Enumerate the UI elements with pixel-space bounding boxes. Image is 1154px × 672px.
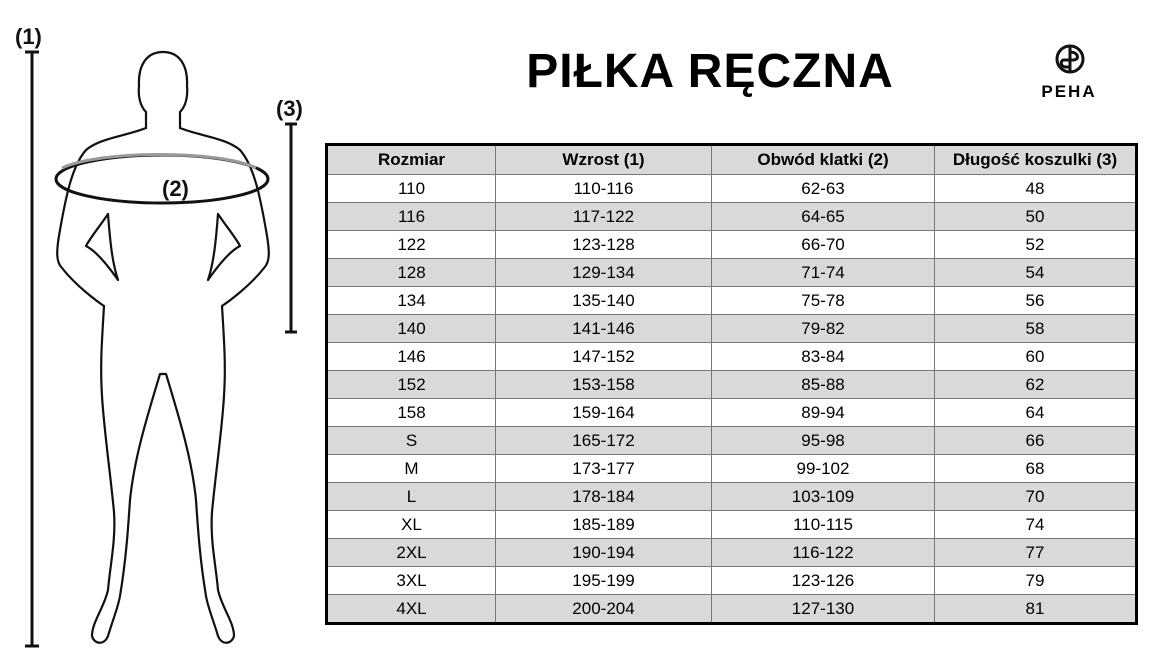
cell-shirt-length: 74: [935, 511, 1137, 539]
cell-height: 110-116: [496, 175, 712, 203]
shirt-length-ruler: [285, 124, 297, 332]
cell-height: 195-199: [496, 567, 712, 595]
cell-shirt-length: 50: [935, 203, 1137, 231]
page-title: PIŁKA RĘCZNA: [526, 45, 894, 98]
cell-chest: 127-130: [712, 595, 935, 624]
header-height: Wzrost (1): [496, 145, 712, 175]
table-header-row: [327, 145, 1137, 175]
cell-size: 140: [327, 315, 496, 343]
peha-logo-icon: [1030, 42, 1110, 82]
cell-height: 135-140: [496, 287, 712, 315]
cell-chest: 79-82: [712, 315, 935, 343]
cell-shirt-length: 60: [935, 343, 1137, 371]
cell-height: 147-152: [496, 343, 712, 371]
table-row: [327, 595, 1137, 624]
cell-shirt-length: 48: [935, 175, 1137, 203]
cell-height: 153-158: [496, 371, 712, 399]
body-measurement-figure: [0, 0, 303, 667]
cell-shirt-length: 68: [935, 455, 1137, 483]
size-chart-table: [325, 143, 1138, 625]
cell-size: 116: [327, 203, 496, 231]
cell-shirt-length: 64: [935, 399, 1137, 427]
logo-wordmark: PEHA: [1041, 82, 1097, 101]
cell-height: 173-177: [496, 455, 712, 483]
cell-shirt-length: 52: [935, 231, 1137, 259]
cell-height: 190-194: [496, 539, 712, 567]
table-row: [327, 455, 1137, 483]
cell-height: 129-134: [496, 259, 712, 287]
cell-shirt-length: 79: [935, 567, 1137, 595]
cell-shirt-length: 81: [935, 595, 1137, 624]
cell-chest: 89-94: [712, 399, 935, 427]
cell-shirt-length: 56: [935, 287, 1137, 315]
table-row: [327, 315, 1137, 343]
cell-chest: 85-88: [712, 371, 935, 399]
cell-size: XL: [327, 511, 496, 539]
table-row: [327, 343, 1137, 371]
cell-height: 178-184: [496, 483, 712, 511]
cell-size: 2XL: [327, 539, 496, 567]
chest-marker-label: (2): [162, 176, 189, 201]
cell-shirt-length: 66: [935, 427, 1137, 455]
shirt-length-marker-label: (3): [276, 96, 303, 121]
cell-chest: 123-126: [712, 567, 935, 595]
table-row: [327, 175, 1137, 203]
cell-size: S: [327, 427, 496, 455]
cell-size: 128: [327, 259, 496, 287]
table-row: [327, 539, 1137, 567]
cell-size: L: [327, 483, 496, 511]
cell-chest: 116-122: [712, 539, 935, 567]
table-row: [327, 371, 1137, 399]
cell-height: 123-128: [496, 231, 712, 259]
brand-logo: [1030, 42, 1110, 104]
table-row: [327, 511, 1137, 539]
cell-shirt-length: 70: [935, 483, 1137, 511]
cell-height: 185-189: [496, 511, 712, 539]
cell-size: 146: [327, 343, 496, 371]
cell-size: 134: [327, 287, 496, 315]
table-row: [327, 203, 1137, 231]
table-row: [327, 231, 1137, 259]
height-ruler: [25, 52, 39, 646]
header-shirt-length: Długość koszulki (3): [935, 145, 1137, 175]
cell-chest: 62-63: [712, 175, 935, 203]
cell-size: 3XL: [327, 567, 496, 595]
cell-shirt-length: 54: [935, 259, 1137, 287]
table-row: [327, 483, 1137, 511]
cell-chest: 110-115: [712, 511, 935, 539]
cell-chest: 64-65: [712, 203, 935, 231]
cell-size: 152: [327, 371, 496, 399]
cell-shirt-length: 62: [935, 371, 1137, 399]
cell-height: 159-164: [496, 399, 712, 427]
table-row: [327, 287, 1137, 315]
cell-height: 141-146: [496, 315, 712, 343]
cell-chest: 66-70: [712, 231, 935, 259]
table-row: [327, 427, 1137, 455]
cell-height: 165-172: [496, 427, 712, 455]
cell-size: 122: [327, 231, 496, 259]
cell-height: 117-122: [496, 203, 712, 231]
cell-size: 158: [327, 399, 496, 427]
cell-chest: 71-74: [712, 259, 935, 287]
human-silhouette-icon: [0, 0, 300, 667]
table-row: [327, 567, 1137, 595]
header-size: Rozmiar: [327, 145, 496, 175]
cell-chest: 99-102: [712, 455, 935, 483]
height-marker-label: (1): [15, 24, 42, 49]
cell-size: 110: [327, 175, 496, 203]
cell-height: 200-204: [496, 595, 712, 624]
cell-size: 4XL: [327, 595, 496, 624]
table-body: [327, 175, 1137, 624]
cell-chest: 75-78: [712, 287, 935, 315]
cell-shirt-length: 77: [935, 539, 1137, 567]
cell-chest: 83-84: [712, 343, 935, 371]
cell-chest: 103-109: [712, 483, 935, 511]
cell-size: M: [327, 455, 496, 483]
cell-shirt-length: 58: [935, 315, 1137, 343]
table-row: [327, 259, 1137, 287]
header-chest: Obwód klatki (2): [712, 145, 935, 175]
cell-chest: 95-98: [712, 427, 935, 455]
table-row: [327, 399, 1137, 427]
